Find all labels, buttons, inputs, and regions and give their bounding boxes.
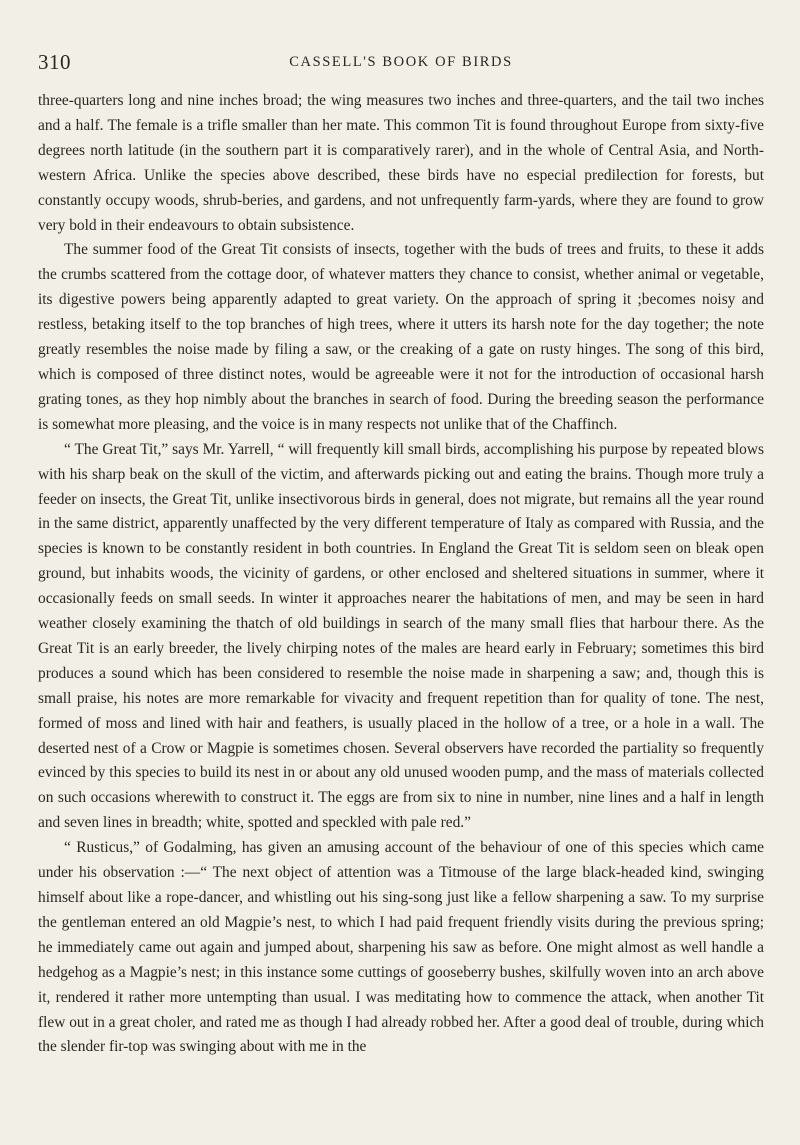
running-title: CASSELL'S BOOK OF BIRDS	[289, 54, 513, 70]
paragraph-4: “ Rusticus,” of Godalming, has given an amusing account of the behaviour of one of this species which came under his observation :—“ The next object of attention was a Titmouse of the large black-headed kind, swinging himself about like a rope-dancer, and whistling out his sing-song just like a fellow sharpening a saw. To my surprise the gentleman entered an old Magpie’s nest, to which I had paid frequent friendly visits during the previous spring; he immediately came out again and jumped about, sharpening his saw as before. One might almost as well handle a hedgehog as a Magpie’s nest; in this instance some cuttings of gooseberry bushes, skilfully woven into an arch above it, rendered it rather more untempting than usual. I was meditating how to commence the attack, when another Tit flew out in a great choler, and rated me as though I had already robbed her. After a good deal of trouble, during which the slender fir-top was swinging about with me in the	[38, 839, 764, 1056]
paragraph-1: three-quarters long and nine inches broad; the wing measures two inches and three-quarters, and the tail two inches and a half. The female is a trifle smaller than her mate. This common Tit is found throughout Europe from sixty-five degrees north latitude (in the southern part it is comparatively rarer), and in the whole of Central Asia, and North-western Africa. Unlike the species above described, these birds have no especial predilection for forests, but constantly occupy woods, shrub-beries, and gardens, and not unfrequently farm-yards, where they are found to grow very bold in their endeavours to obtain subsistence.	[38, 92, 764, 234]
running-head	[38, 50, 764, 78]
paragraph-3: “ The Great Tit,” says Mr. Yarrell, “ will frequently kill small birds, accomplishing his purpose by repeated blows with his sharp beak on the skull of the victim, and afterwards picking out and eating the brains. Though more truly a feeder on insects, the Great Tit, unlike insectivorous birds in general, does not migrate, but remains all the year round in the same district, apparently unaffected by the very different temperature of Italy as compared with Russia, and the species is known to be constantly resident in both countries. In England the Great Tit is seldom seen on bleak open ground, but inhabits woods, the vicinity of gardens, or other enclosed and sheltered situations in summer, where it occasionally feeds on small seeds. In winter it approaches nearer the habitations of men, and may be seen in hard weather closely examining the thatch of old buildings in search of the many small flies that harbour there. As the Great Tit is an early breeder, the lively chirping notes of the males are heard early in February; sometimes this bird produces a sound which has been considered to resemble the noise made in sharpening a saw; and, though this is small praise, his notes are more remarkable for vivacity and frequent repetition than for quality of tone. The nest, formed of moss and lined with hair and feathers, is usually placed in the hollow of a tree, or a hole in a wall. The deserted nest of a Crow or Magpie is sometimes chosen. Several observers have recorded the partiality so frequently evinced by this species to build its nest in or about any old unused wooden pump, and the mass of materials collected on such occasions wherewith to construct it. The eggs are from six to nine in number, nine lines and a half in length and seven lines in breadth; white, spotted and speckled with pale red.”	[38, 440, 764, 832]
body-text	[38, 89, 764, 1060]
page-number: 310	[38, 50, 71, 74]
paragraph-2: The summer food of the Great Tit consists of insects, together with the buds of trees and fruits, to these it adds the crumbs scattered from the cottage door, of whatever matters they chance to consist, whether animal or vegetable, its digestive powers being apparently adapted to great variety. On the approach of spring it ;becomes noisy and restless, betaking itself to the top branches of high trees, where it utters its harsh note for the day together; the note greatly resembles the noise made by filing a saw, or the creaking of a gate on rusty hinges. The song of this bird, which is composed of three distinct notes, would be agreeable were it not for the introduction of occasional harsh grating tones, as they hop nimbly about the branches in search of food. During the breeding season the performance is somewhat more pleasing, and the voice is in many respects not unlike that of the Chaffinch.	[38, 241, 764, 433]
